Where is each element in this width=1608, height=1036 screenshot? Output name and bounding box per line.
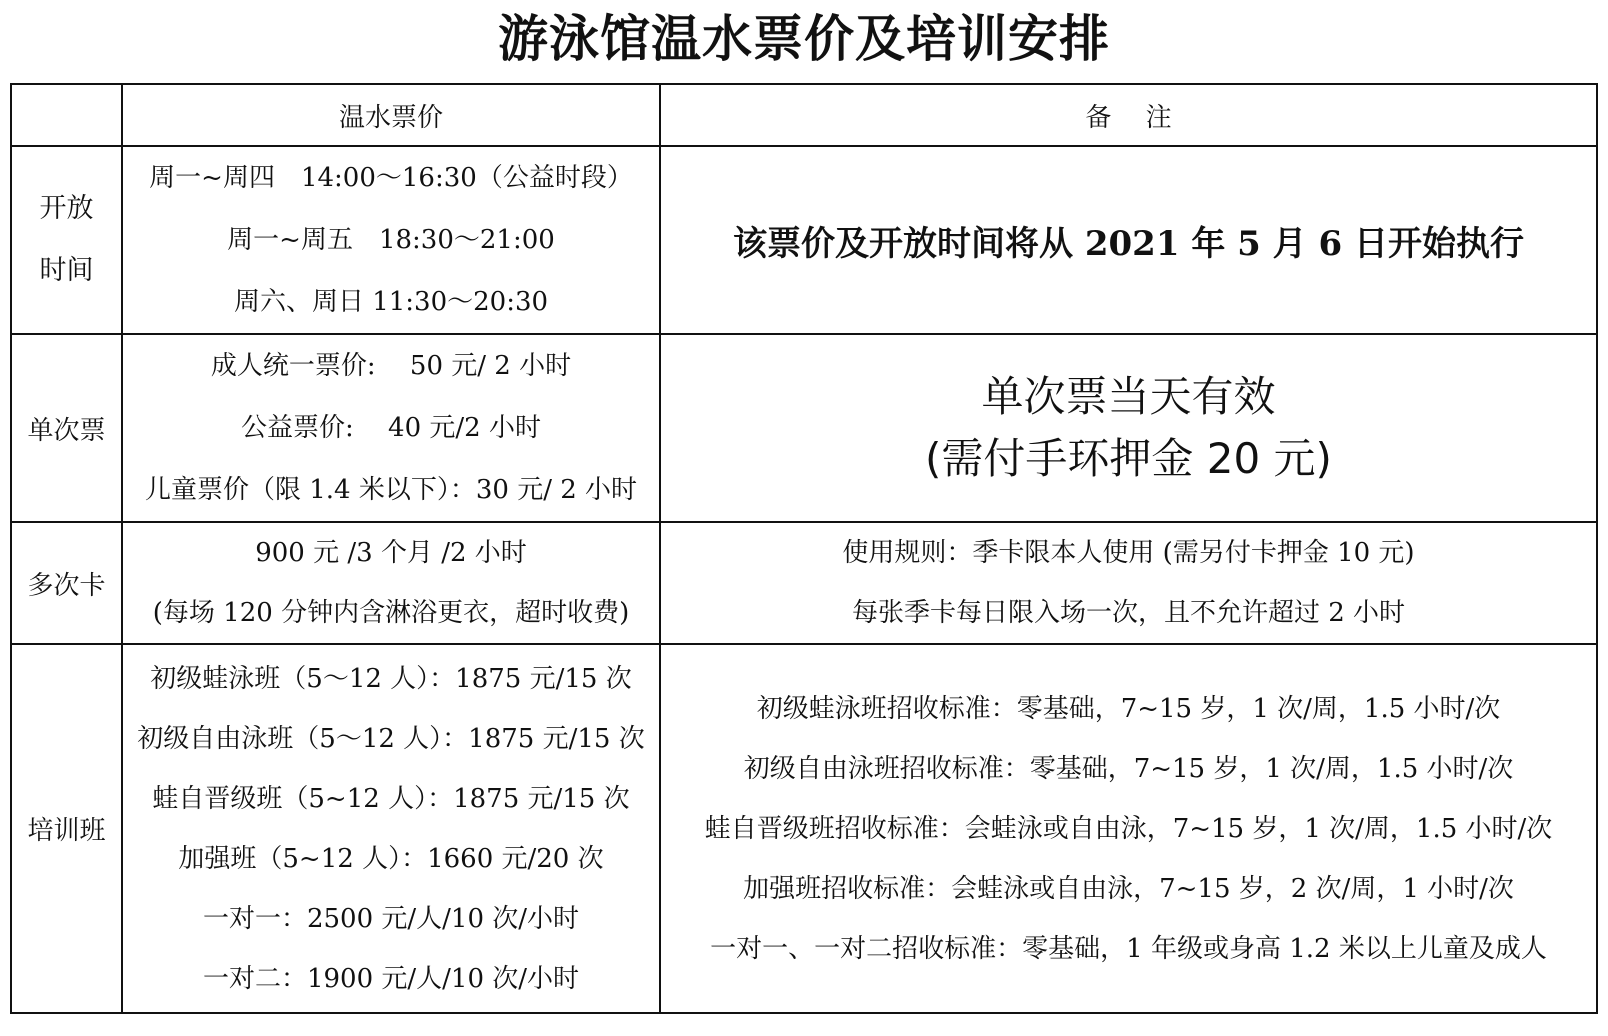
price-table bbox=[10, 83, 1598, 1014]
single-ticket-note-line1: 单次票当天有效 bbox=[981, 372, 1276, 421]
open-hours-note bbox=[660, 146, 1597, 334]
training-class-line: 初级自由泳班（5～12 人）：1875 元/15 次 bbox=[137, 723, 645, 754]
row-single-ticket bbox=[11, 334, 1597, 522]
single-ticket-cell bbox=[122, 334, 660, 522]
table-header-row bbox=[11, 84, 1597, 146]
training-class-line: 初级蛙泳班（5～12 人）：1875 元/15 次 bbox=[150, 663, 632, 694]
header-note: 备 注 bbox=[660, 84, 1597, 146]
row-multi-card bbox=[11, 522, 1597, 644]
multi-card-rule: 使用规则：季卡限本人使用 (需另付卡押金 10 元) bbox=[842, 538, 1415, 568]
single-ticket-note bbox=[660, 334, 1597, 522]
header-price: 温水票价 bbox=[122, 84, 660, 146]
single-ticket-line: 公益票价: 40 元/2 小时 bbox=[241, 413, 541, 443]
label-open-hours-line1: 开放 bbox=[39, 193, 94, 224]
training-class-line: 加强班（5~12 人）：1660 元/20 次 bbox=[178, 843, 604, 874]
multi-card-rule: 每张季卡每日限入场一次，且不允许超过 2 小时 bbox=[851, 598, 1406, 628]
open-hours-line: 周一~周五 18:30～21:00 bbox=[227, 225, 555, 255]
training-class-line: 蛙自晋级班（5~12 人）：1875 元/15 次 bbox=[152, 783, 630, 814]
open-hours-line: 周一~周四 14:00～16:30（公益时段） bbox=[149, 163, 633, 193]
label-open-hours bbox=[11, 146, 122, 334]
effective-date-note: 该票价及开放时间将从 2021 年 5 月 6 日开始执行 bbox=[733, 223, 1524, 264]
single-ticket-line: 儿童票价（限 1.4 米以下）：30 元/ 2 小时 bbox=[144, 475, 638, 505]
training-class-line: 一对一：2500 元/人/10 次/小时 bbox=[202, 903, 580, 934]
training-criteria-line: 加强班招收标准：会蛙泳或自由泳，7~15 岁，2 次/周，1 小时/次 bbox=[743, 873, 1514, 904]
row-open-hours bbox=[11, 146, 1597, 334]
training-cell bbox=[122, 644, 660, 1013]
multi-card-note bbox=[660, 522, 1597, 644]
training-note bbox=[660, 644, 1597, 1013]
label-multi-card: 多次卡 bbox=[11, 522, 122, 644]
single-ticket-line: 成人统一票价: 50 元/ 2 小时 bbox=[210, 351, 572, 381]
training-criteria-line: 初级蛙泳班招收标准：零基础，7~15 岁，1 次/周，1.5 小时/次 bbox=[756, 693, 1501, 724]
label-open-hours-line2: 时间 bbox=[39, 255, 94, 286]
training-class-line: 一对二：1900 元/人/10 次/小时 bbox=[202, 963, 580, 994]
multi-card-line: 900 元 /3 个月 /2 小时 bbox=[255, 538, 527, 568]
row-training bbox=[11, 644, 1597, 1013]
page-title: 游泳馆温水票价及培训安排 bbox=[498, 10, 1110, 68]
open-hours-cell bbox=[122, 146, 660, 334]
training-criteria-line: 初级自由泳班招收标准：零基础，7~15 岁，1 次/周，1.5 小时/次 bbox=[743, 753, 1514, 784]
training-criteria-line: 一对一、一对二招收标准：零基础，1 年级或身高 1.2 米以上儿童及成人 bbox=[710, 933, 1547, 964]
label-training: 培训班 bbox=[11, 644, 122, 1013]
multi-card-line: (每场 120 分钟内含淋浴更衣，超时收费) bbox=[152, 598, 630, 628]
training-criteria-line: 蛙自晋级班招收标准：会蛙泳或自由泳，7~15 岁，1 次/周，1.5 小时/次 bbox=[704, 813, 1553, 844]
multi-card-cell bbox=[122, 522, 660, 644]
open-hours-line: 周六、周日 11:30～20:30 bbox=[233, 287, 549, 317]
single-ticket-note-line2: (需付手环押金 20 元) bbox=[925, 434, 1332, 483]
header-empty-cell bbox=[11, 84, 122, 146]
label-single-ticket: 单次票 bbox=[11, 334, 122, 522]
